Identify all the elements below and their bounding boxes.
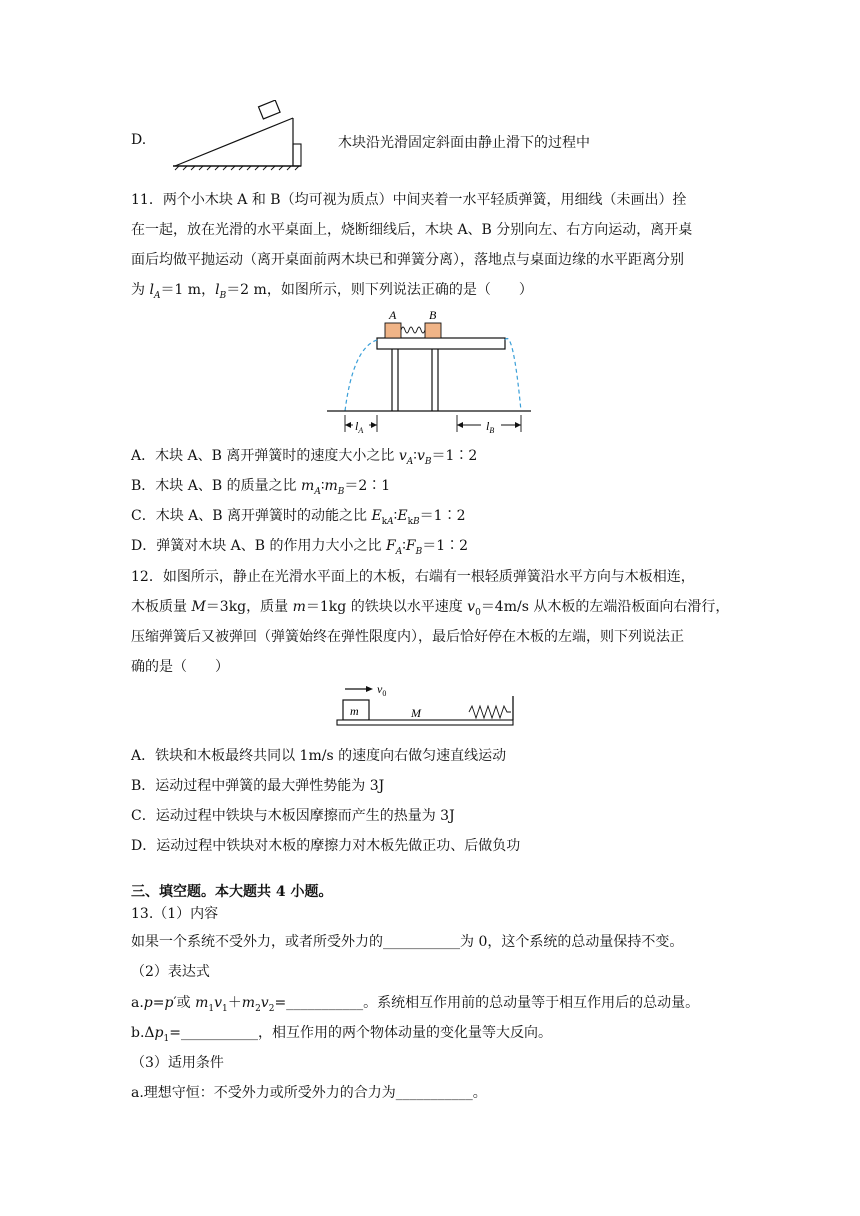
q13-expr-b: $b.\Delta p_1=\_\_\_\_\_\_\_\_\_\_\_$，相互作用的两个物体动量的变化量等大反向。 — [131, 1025, 552, 1044]
block-b-label: B — [429, 308, 437, 322]
board-label: M — [411, 706, 421, 720]
q11-option-c: C．木块 A、B 离开弹簧时的动能之比 $E_{kA}∶E_{kB}=1∶2$ — [131, 508, 466, 527]
q11-option-d: D．弹簧对木块 A、B 的作用力大小之比 $F_A∶F_B=1∶2$ — [131, 538, 469, 557]
q11-stem-line-3: 面后均做平抛运动（离开桌面前两木块已和弹簧分离），落地点与桌面边缘的水平距离分别 — [131, 252, 684, 268]
q12-option-b: B．运动过程中弹簧的最大弹性势能为 3J — [131, 778, 385, 794]
svg-text:lB — [486, 419, 494, 435]
q11-stem-line-4: 为 $l_A=1$ m，$l_B=2$ m，如图所示，则下列说法正确的是（ ） — [131, 282, 533, 301]
q10-option-d-text: 木块沿光滑固定斜面由静止滑下的过程中 — [338, 135, 590, 151]
q12-stem-line-4: 确的是（ ） — [131, 659, 229, 675]
q12-option-c: C．运动过程中铁块与木板因摩擦而产生的热量为 3J — [131, 808, 455, 824]
table-projectile-figure — [325, 308, 535, 438]
la-label: l — [355, 419, 359, 433]
q11-option-b: B．木块 A、B 的质量之比 $m_A∶m_B=2∶1$ — [131, 478, 391, 497]
q12-stem-line-1: 12．如图所示，静止在光滑水平面上的木板，右端有一根轻质弹簧沿水平方向与木板相连， — [131, 569, 695, 585]
q11-stem-line-1: 11．两个小木块 A 和 B（均可视为质点）中间夹着一水平轻质弹簧，用细线（未画出）拴 — [131, 192, 687, 208]
la-sub: A — [358, 426, 364, 435]
v0-label: v — [377, 682, 383, 696]
svg-text:lA — [355, 419, 363, 435]
block-a-label: A — [389, 308, 397, 322]
q13-cond-a: a.理想守恒：不受外力或所受外力的合力为___________。 — [131, 1085, 487, 1101]
q11-stem-line-2: 在一起，放在光滑的水平桌面上，烧断细线后，木块 A、B 分别向左、右方向运动，离开桌 — [131, 222, 693, 238]
q12-stem-line-3: 压缩弹簧后又被弹回（弹簧始终在弹性限度内），最后恰好停在木板的左端，则下列说法正 — [131, 629, 684, 645]
svg-text:v0 — [377, 682, 386, 698]
section-3-heading: 三、填空题。本大题共 4 小题。 — [131, 884, 333, 900]
lb-label: l — [486, 419, 490, 433]
q13-title: 13.（1）内容 — [131, 906, 219, 922]
q13-expr-a: a.p=p′或 $m_1v_1+m_2v_2=\_\_\_\_\_\_\_\_\_\_\_$。系统相互作用前的总动量等于相互作用后的总动量。 — [131, 995, 700, 1014]
incline-figure — [165, 100, 305, 172]
q13-content: 如果一个系统不受外力，或者所受外力的___________为 0，这个系统的总动量保持不变。 — [131, 934, 684, 950]
iron-block-label: m — [350, 704, 359, 718]
q10-option-d-label: D. — [131, 132, 147, 148]
q12-option-d: D．运动过程中铁块对木板的摩擦力对木板先做正功、后做负功 — [131, 838, 521, 854]
q13-expr-heading: （2）表达式 — [131, 964, 210, 980]
v0-sub: 0 — [382, 689, 387, 698]
lb-sub: B — [489, 426, 495, 435]
q12-stem-line-2: 木板质量 M＝3kg，质量 m＝1kg 的铁块以水平速度 $v_0=4m/s$ 从木板的左端沿板面向右滑行， — [131, 599, 730, 618]
q12-option-a: A．铁块和木板最终共同以 1m/s 的速度向右做匀速直线运动 — [131, 748, 507, 764]
q13-cond-heading: （3）适用条件 — [131, 1055, 224, 1071]
board-spring-figure — [335, 682, 535, 730]
q11-option-a: A．木块 A、B 离开弹簧时的速度大小之比 $v_A∶v_B=1∶2$ — [131, 448, 478, 467]
